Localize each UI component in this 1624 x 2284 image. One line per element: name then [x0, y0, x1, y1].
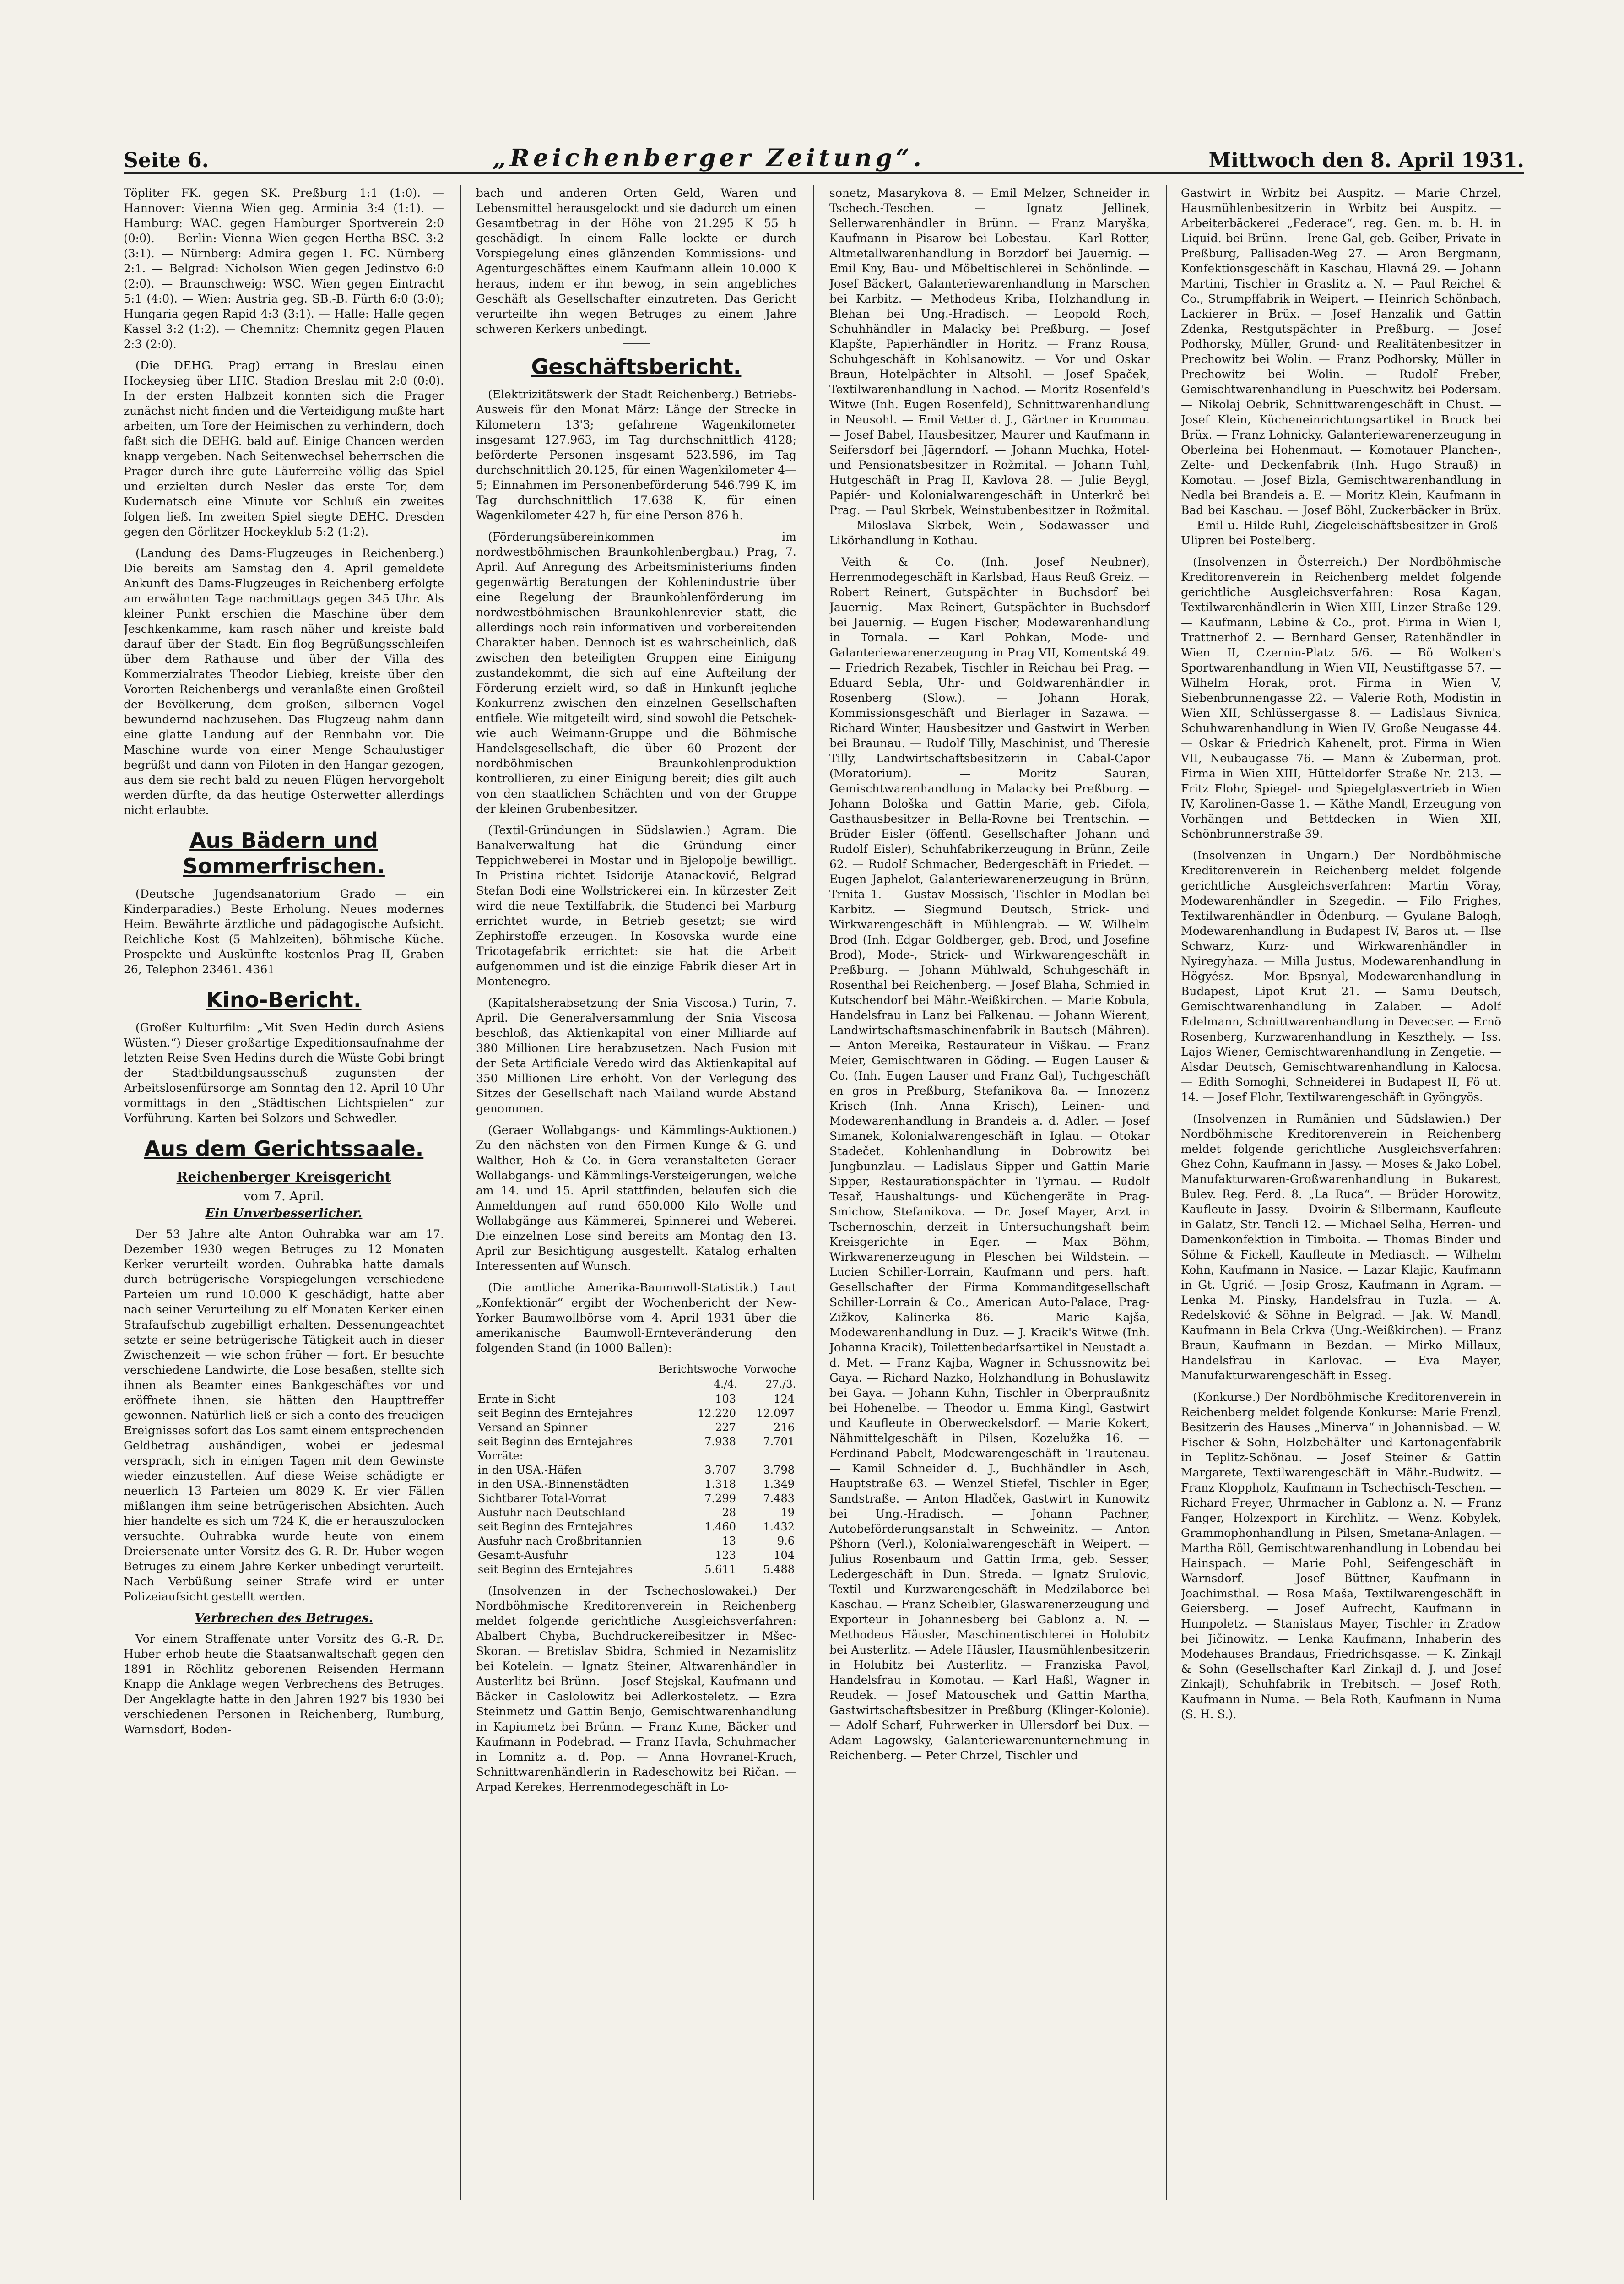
section-heading-gericht: Aus dem Gerichtssaale. — [144, 1136, 424, 1161]
table-row — [476, 1506, 796, 1520]
court-continued: bach und anderen Orten Geld, Waren und Lebensmittel herausgelockt und sie dadurch um einen Gesamtbetrag in der Höhe von 21.295 K 55 h geschädigt. In einem Falle lockte er durch Vorspiegelung eines glänzenden Kommissions- und Agenturgeschäftes einem Kaufmann allein 10.000 K heraus, indem er ihn bewog, in sein angebliches Geschäft als Gesellschafter einzutreten. Das Gericht verurteilte ihn wegen Betruges zu einem Jahre schweren Kerkers unbedingt. — [476, 186, 796, 336]
table-cell-value: 1.460 — [704, 1520, 736, 1533]
table-cell-value: 216 — [774, 1421, 795, 1434]
business-item: (Förderungsübereinkommen im nordwestböhmischen Braunkohlenbergbau.) Prag, 7. April. Auf Anregung des Arbeitsministeriums finden gegenwärtig Beratungen der Kohlenindustrie über eine Regelung der Braunkohlenförderung im nordwestböhmischen Braunkohlenrevier statt, die allerdings noch rein informativen und vorbereitenden Charakter haben. Dennoch ist es wahrscheinlich, daß zwischen den beteiligten Gruppen eine Einigung zustandekommt, die sich auf eine Aufteilung der Förderung erzielt wird, so daß in Hinkunft jegliche Konkurrenz zwischen den einzelnen Gesellschaften entfiele. Wie mitgeteilt wird, sind sowohl die Petschek- wie auch Weimann-Gruppe und die Böhmische Handelsgesellschaft, die über 60 Prozent der nordböhmischen Braunkohlenproduktion kontrollieren, zu einer Einigung bereit; dies gilt auch von den staatlichen Schächten und von der Gruppe der kleinen Grubenbesitzer. — [476, 530, 796, 815]
table-row — [476, 1548, 796, 1562]
table-cell-label: Sichtbarer Total-Vorrat — [478, 1492, 606, 1505]
business-item: (Die amtliche Amerika-Baumwoll-Statistik.) Laut „Konfektionär“ ergibt der Wochenbericht der New-Yorker Baumwollbörse vom 4. April 1931 über die amerikanische Baumwoll-Ernteveränderung den folgenden Stand (in 1000 Ballen): — [476, 1281, 796, 1355]
page-number: Seite 6. — [124, 149, 209, 172]
table-cell-value: 5.611 — [704, 1563, 736, 1576]
table-date-row — [476, 1377, 796, 1392]
insolvency-notice: (Insolvenzen in der Tschechoslowakei.) Der Nordböhmische Kreditorenverein in Reichenberg meldet folgende gerichtliche Ausgleichsverfahren: Abalbert Chyba, Buchdruckereibesitzer in Mšec-Skoran. — Bretislav Sbidra, Schmied in Nezamislitz bei Kotelein. — Ignatz Steiner, Altwarenhändler in Austerlitz bei Brünn. — Josef Stejskal, Kaufmann und Bäcker in Caslolowitz bei Adlerkosteletz. — Ezra Steinmetz und Gattin Benjo, Gemischtwarenhandlung in Kapiumetz bei Brünn. — Franz Kune, Bäcker und Kaufmann in Podebrad. — Franz Havla, Schuhmacher in Lomnitz a. d. Pop. — Anna Hovranel-Kruch, Schnittwarenhändlerin in Radeschowitz bei Ričan. — Arpad Kerekes, Herrenmodegeschäft in Lo- — [476, 1584, 796, 1794]
table-date: 27./3. — [765, 1378, 796, 1390]
table-cell-label: seit Beginn des Erntejahres — [478, 1435, 633, 1448]
table-row — [476, 1463, 796, 1477]
table-cell-value: 7.701 — [763, 1435, 795, 1448]
table-cell-value: 123 — [715, 1549, 736, 1562]
divider — [623, 343, 650, 344]
table-header-row — [476, 1362, 796, 1377]
insolvency-list: sonetz, Masarykova 8. — Emil Melzer, Schneider in Tschech.-Teschen. — Ignatz Jellinek, Sellerwarenhändler in Brünn. — Franz Maryška, Kaufmann in Pisarow bei Lobestau. — Karl Rotter, Altmetallwarenhandlung in Borzdorf bei Jauernig. — Emil Kny, Bau- und Möbeltischlerei in Schönlinde. — Josef Bäckert, Galanteriewarenhandlung in Marschen bei Karbitz. — Methodeus Kriba, Holzhandlung in Blehan bei Ung.-Hradisch. — Leopold Roch, Schuhhändler in Malacky bei Preßburg. — Josef Klapšte, Papierhändler in Horitz. — Franz Rousa, Schuhgeschäft in Kohlsanowitz. — Vor und Oskar Braun, Hotelpächter in Altsohl. — Josef Spaček, Textilwarenhandlung in Nachod. — Moritz Rosenfeld's Witwe (Inh. Eugen Rosenfeld), Schnittwarenhandlung in Neusohl. — Emil Vetter d. J., Gärtner in Krummau. — Josef Babel, Hausbesitzer, Maurer und Kaufmann in Seifersdorf bei Jägerndorf. — Johann Muchka, Hotel- und Pensionatsbesitzer in Rožmital. — Johann Tuhl, Hutgeschäft in Prag II, Kavlova 28. — Julie Beygl, Papiér- und Kolonialwarengeschäft in Unterkrč bei Prag. — Paul Skrbek, Weinstubenbesitzer in Rožmital. — Miloslava Skrbek, Wein-, Sodawasser- und Likörhandlung in Kothau. — [829, 186, 1150, 547]
court-report-2: Vor einem Straffenate unter Vorsitz des G.-R. Dr. Huber erhob heute die Staatsanwaltschaft gegen den 1891 in Röchlitz geborenen Reisenden Hermann Knapp die Anklage wegen Verbrechens des Betruges. Der Angeklagte hatte in den Jahren 1927 bis 1930 bei verschiedenen Personen in Reichenberg, Rumburg, Warnsdorf, Boden- — [124, 1632, 444, 1736]
table-cell-value: 7.938 — [704, 1435, 736, 1448]
kino-notice: (Großer Kulturfilm: „Mit Sven Hedin durch Asiens Wüsten.“) Dieser großartige Expeditionsaufnahme der letzten Reise Sven Hedins durch die Wüste Gobi bringt der Stadtbildungsausschuß zugunsten der Arbeitslosenfürsorge am Sonntag den 12. April 10 Uhr vormittags in den „Städtischen Lichtspielen“ zur Vorführung. Karten bei Solzors und Schwedler. — [124, 1021, 444, 1125]
table-row — [476, 1520, 796, 1534]
table-cell-value: 13 — [722, 1535, 736, 1547]
page-header — [124, 146, 1524, 174]
table-cell-label: Vorräte: — [478, 1449, 523, 1462]
table-cell-value: 104 — [774, 1549, 795, 1562]
table-cell-label: in den USA.-Binnenstädten — [478, 1478, 629, 1491]
table-header: Vorwoche — [743, 1363, 796, 1375]
table-cell-value: 103 — [715, 1393, 736, 1405]
issue-date: Mittwoch den 8. April 1931. — [1208, 149, 1524, 172]
insolvency-list: Veith & Co. (Inh. Josef Neubner), Herrenmodegeschäft in Karlsbad, Haus Reuß Greiz. — Robert Reinert, Gutspächter in Buchsdorf bei Jauernig. — Max Reinert, Gutspächter in Buchsdorf bei Jauernig. — Eugen Fischer, Modewarenhandlung in Tornala. — Karl Pohkan, Mode- und Galanteriewarenerzeugung in Prag VII, Komentská 49. — Friedrich Rezabek, Tischler in Reichau bei Prag. — Eduard Sebla, Uhr- und Goldwarenhändler in Rosenberg (Slow.). — Johann Horak, Kommissionsgeschäft und Bierlager in Sazawa. — Richard Winter, Hausbesitzer und Gastwirt in Werben bei Braunau. — Rudolf Tilly, Maschinist, und Theresie Tilly, Landwirtschaftsbesitzerin in Cabal-Capor (Moratorium). — Moritz Sauran, Gemischtwarenhandlung in Malacky bei Preßburg. — Johann Bološka und Gattin Marie, geb. Cifola, Gasthausbesitzer in Bella-Rovne bei Trentschin. — Brüder Eisler (öffentl. Gesellschafter Johann und Rudolf Eisler), Schuhfabrikerzeugung in Brünn, Zeile 62. — Rudolf Schmacher, Bedergeschäft in Friedet. — Eugen Japhelot, Galanteriewarenerzeugung in Brünn, Trnita 1. — Gustav Mossisch, Tischler in Modlan bei Karbitz. — Siegmund Deutsch, Strick- und Wirkwarengeschäft in Mühlengrab. — W. Wilhelm Brod (Inh. Edgar Goldberger, geb. Brod, und Josefine Brod), Mode-, Strick- und Wirkwarengeschäft in Preßburg. — Johann Mühlwald, Schuhgeschäft in Rosenthal bei Reichenberg. — Josef Blaha, Schmied in Kutschendorf bei Mähr.-Weißkirchen. — Marie Kobula, Handelsfrau in Lanz bei Falkenau. — Johann Wierent, Landwirtschaftsmaschinenfabrik in Bautsch (Mähren). — Anton Mereika, Restaurateur in Viškau. — Franz Meier, Gemischtwaren in Göding. — Eugen Lauser & Co. (Inh. Eugen Lauser und Franz Gal), Tuchgeschäft en gros in Preßburg, Stefanikova 8a. — Innozenz Krisch (Inh. Anna Krisch), Leinen- und Modewarenhandlung in Brandeis a. d. Adler. — Josef Simanek, Kolonialwarengeschäft in Iglau. — Otokar Stadečet, Kohlenhandlung in Dobrowitz bei Jungbunzlau. — Ladislaus Sipper und Gattin Marie Sipper, Restaurationspächter in Tyrnau. — Rudolf Tesař, Haushaltungs- und Küchengeräte in Prag-Smichow, Stefanikova. — Dr. Josef Mayer, Arzt in Tschernoschin, derzeit in Untersuchungshaft beim Kreisgerichte in Eger. — Max Böhm, Wirkwarenerzeugung in Pleschen bei Wildstein. — Lucien Schiller-Lorrain, Kaufmann und pers. haft. Gesellschafter der Firma Kommanditgesellschaft Schiller-Lorrain & Co., American Auto-Palace, Prag-Zižkov, Kalinerka 86. — Marie Kajša, Modewarenhandlung in Duz. — J. Kracik's Witwe (Inh. Johanna Kracik), Toilettenbedarfsartikel in Neustadt a. d. Met. — Franz Kajba, Wagner in Schussnowitz bei Gaya. — Richard Nazko, Holzhandlung in Bohuslawitz bei Gaya. — Johann Kuhn, Tischler in Oberpraußnitz bei Hohenelbe. — Theodor u. Emma Kingl, Gastwirt und Kaufleute in Oberweckelsdorf. — Marie Kokert, Nähmittelgeschäft in Pilsen, Kozelužka 16. — Ferdinand Pabelt, Modewarengeschäft in Trautenau. — Kamil Schneider d. J., Buchhändler in Asch, Hauptstraße 63. — Wenzel Stiefel, Tischler in Eger, Sandstraße. — Anton Hladček, Gastwirt in Kunowitz bei Ung.-Hradisch. — Johann Pachner, Autobeförderungsanstalt in Schweinitz. — Anton Pšhorn (Verl.), Kolonialwarengeschäft in Weipert. — Julius Rosenbaum und Gattin Irma, geb. Sesser, Ledergeschäft in Dun. Streda. — Ignatz Srulovic, Textil- und Kurzwarengeschäft in Medzilaborce bei Kaschau. — Franz Scheibler, Glaswarenerzeugung und Exporteur in Johannesberg bei Gablonz a. N. — Methodeus Häusler, Maschinentischlerei in Holubitz bei Austerlitz. — Adele Häusler, Hausmühlenbesitzerin in Holubitz bei Austerlitz. — Franziska Pavol, Handelsfrau in Komotau. — Karl Haßl, Wagner in Reudek. — Josef Matouschek und Gattin Martha, Gastwirtschaftsbesitzer in Preßburg (Klinger-Kolonie). — Adolf Scharf, Fuhrwerker in Ullersdorf bei Dux. — Adam Lagowsky, Galanteriewarenunternehmung in Reichenberg. — Peter Chrzel, Tischler und — [829, 555, 1150, 1762]
section-heading-baeder: Aus Bädern und Sommerfrischen. — [183, 828, 385, 879]
table-row — [476, 1492, 796, 1506]
court-date: vom 7. April. — [244, 1189, 324, 1204]
table-cell-label: Ausfuhr nach Großbritannien — [478, 1535, 642, 1547]
insolvency-romania: (Insolvenzen in Rumänien und Südslawien.) Der Nordböhmische Kreditorenverein in Reichenberg meldet folgende gerichtliche Ausgleichsverfahren: Ghez Cohn, Kaufmann in Jassy. — Moses & Jako Lobel, Manufakturwaren-Großwarenhandlung in Bukarest, Bulev. Reg. Ferd. 8. „La Ruca“. — Brüder Horowitz, Kaufleute in Jassy. — Dvoirin & Silbermann, Kaufleute in Galatz, Str. Tencli 12. — Michael Selha, Herren- und Damenkonfektion in Timboita. — Thomas Binder und Söhne & Fickell, Kaufleute in Mediasch. — Wilhelm Kohn, Kaufmann in Nasice. — Lazar Klajic, Kaufmann in Gt. Ugrić. — Josip Grosz, Kaufmann in Agram. — Lenka M. Pinsky, Handelsfrau in Tuzla. — A. Redelsković & Söhne in Belgrad. — Jak. W. Mandl, Kaufmann in Bela Crkva (Ung.-Weißkirchen). — Franz Braun, Kaufmann in Bezdan. — Mirko Millaux, Handelsfrau in Karlovac. — Eva Mayer, Manufakturwarengeschäft in Esseg. — [1181, 1112, 1501, 1382]
business-item: (Kapitalsherabsetzung der Snia Viscosa.) Turin, 7. April. Die Generalversammlung der Snia Viscosa beschloß, das Aktienkapital von einer Milliarde auf 380 Millionen Lire herabzusetzen. Nach Fusion mit der Seta Artificiale Veredo wird das Aktienkapital auf 350 Millionen Lire erhöht. Von der Verlegung des Sitzes der Gesellschaft nach Mailand wurde Abstand genommen. — [476, 996, 796, 1115]
table-row — [476, 1421, 796, 1435]
table-cell-value — [738, 1449, 796, 1463]
table-cell-value: 7.299 — [704, 1492, 736, 1505]
business-item: (Textil-Gründungen in Südslawien.) Agram. Die Banalverwaltung hat die Gründung einer Teppichweberei in Mostar und in Bjelopolje bewilligt. In Pristina richtet Isidorije Atanacković, Belgrad Stefan Bodi eine Wollstrickerei ein. In kürzester Zeit wird die neue Textilfabrik, die Studenci bei Marburg errichtet wurde, in Betrieb gesetzt; sie wird Zephirstoffe erzeugen. In Kosovska wurde eine Tricotagefabrik errichtet: sie hat die Arbeit aufgenommen und ist die einzige Fabrik dieser Art in Montenegro. — [476, 824, 796, 988]
table-cell-value: 19 — [780, 1506, 795, 1519]
court-subheading: Ein Unverbesserlicher. — [205, 1206, 363, 1221]
insolvency-list: Gastwirt in Wrbitz bei Auspitz. — Marie Chrzel, Hausmühlenbesitzerin in Wrbitz bei Auspitz. — Arbeiterbäckerei „Federace“, reg. Gen. m. b. H. in Liquid. bei Brünn. — Irene Gal, geb. Geiber, Private in Preßburg, Pallisaden-Weg 27. — Aron Bergmann, Konfektionsgeschäft in Kaschau, Hlavná 29. — Johann Martini, Tischler in Graslitz a. N. — Paul Reichel & Co., Strumpffabrik in Weipert. — Heinrich Schönbach, Lackierer in Brüx. — Josef Hanzalik und Gattin Zdenka, Restgutspächter in Preßburg. — Josef Podhorsky, Müller, Grund- und Realitätenbesitzer in Prechowitz bei Wolin. — Franz Podhorsky, Müller in Prechowitz bei Wolin. — Rudolf Freber, Gemischtwarenhandlung in Pueschwitz bei Podersam. — Nikolaj Oebrik, Schnittwarengeschäft in Chust. — Josef Klein, Kücheneinrichtungsartikel in Bruck bei Brüx. — Franz Lohnicky, Galanteriewarenerzeugung in Oberleina bei Hohenmaut. — Komotauer Planchen-, Zelte- und Deckenfabrik (Inh. Hugo Strauß) in Komotau. — Josef Bizla, Gemischtwarenhandlung in Nedla bei Brandeis a. E. — Moritz Klein, Kaufmann in Bad bei Kaschau. — Josef Böhl, Zuckerbäcker in Brüx. — Emil u. Hilde Ruhl, Ziegeleischäftsbesitzer in Groß-Ulipren bei Postelberg. — [1181, 186, 1501, 547]
court-subheading-2: Verbrechen des Betruges. — [194, 1611, 374, 1625]
table-cell-label: seit Beginn des Erntejahres — [478, 1407, 633, 1420]
table-cell-value: 3.707 — [704, 1464, 736, 1476]
table-cell-label: in den USA.-Häfen — [478, 1464, 582, 1476]
column-rule — [813, 185, 814, 2200]
table-cell-value: 1.349 — [763, 1478, 795, 1491]
table-cell-value: 9.6 — [777, 1535, 795, 1547]
table-cell-label: seit Beginn des Erntejahres — [478, 1563, 633, 1576]
section-heading-kino: Kino-Bericht. — [206, 987, 362, 1012]
business-item: (Elektrizitätswerk der Stadt Reichenberg.) Betriebs-Ausweis für den Monat März: Länge der Strecke in Kilometern 13'3; gefahrene Wagenkilometer insgesamt 127.963, im Tag durchschnittlich 4128; beförderte Personen insgesamt 523.596, im Tag durchschnittlich 20.125, für einen Wagenkilometer 4—5; Einnahmen im Personenbeförderung 546.799 K, im Tag durchschnittlich 17.638 K, für einen Wagenkilometer 427 h, für eine Person 876 h. — [476, 388, 796, 522]
table-cell-value: 3.798 — [763, 1464, 795, 1476]
table-cell-label: Gesamt-Ausfuhr — [478, 1549, 568, 1562]
table-cell-value: 7.483 — [763, 1492, 795, 1505]
table-cell-value: 1.318 — [704, 1478, 736, 1491]
table-cell-value: 28 — [722, 1506, 736, 1519]
column-4 — [1181, 185, 1501, 2209]
table-cell-label: seit Beginn des Erntejahres — [478, 1520, 633, 1533]
table-cell-value: 12.220 — [698, 1407, 736, 1420]
cotton-table — [476, 1362, 796, 1577]
column-rule — [1166, 185, 1167, 2200]
table-cell-label: Versand an Spinner — [478, 1421, 588, 1434]
court-report: Der 53 Jahre alte Anton Ouhrabka war am 17. Dezember 1930 wegen Betruges zu 12 Monaten Kerker verurteilt worden. Ouhrabka hatte damals durch betrügerische Vorspiegelungen verschiedene Parteien um rund 10.000 K geschädigt, hatte aber nach seiner Verurteilung zu elf Monaten Kerker einen Strafaufschub zugebilligt erhalten. Dessenungeachtet setzte er seine betrügerische Tätigkeit auch in dieser Zwischenzeit — wie schon früher — fort. Er besuchte verschiedene Landwirte, die Lose besaßen, stellte sich ihnen als Beamter eines Bankgeschäftes vor und eröffnete ihnen, sie hätten den Haupttreffer gewonnen. Natürlich ließ er sich a conto des freudigen Ereignisses sofort das Los samt einem entsprechenden Geldbetrag aushändigen, wobei er jedesmal versprach, sich in einigen Tagen mit dem Gewinste wieder einzustellen. Auf diese Weise schädigte er neuerlich 13 Parteien um 8029 K. Er vier Fällen mißlangen ihm seine betrügerischen Absichten. Auch hier handelte es sich um 724 K, die er herauszulocken versuchte. Ouhrabka wurde heute von einem Dreiersenate unter Vorsitz des G.-R. Dr. Huber wegen Betruges zu einem Jahre Kerker unbedingt verurteilt. Nach Verbüßung seiner Strafe wird er unter Polizeiaufsicht gestellt werden. — [124, 1227, 444, 1603]
table-cell-value: 5.488 — [763, 1563, 795, 1576]
table-header: Berichtswoche — [658, 1363, 737, 1375]
section-heading-geschaeft: Geschäftsbericht. — [531, 354, 742, 379]
table-row — [476, 1435, 796, 1449]
table-cell-label: Ernte in Sicht — [478, 1393, 556, 1405]
column-1 — [124, 185, 444, 2209]
hockey-report: (Die DEHG. Prag) errang in Breslau einen Hockeysieg über LHC. Stadion Breslau mit 2:0 (0:0). In der ersten Halbzeit konnten sich die Prager zunächst nicht finden und die Verteidigung mußte hart arbeiten, um Tore der Heimischen zu verhindern, doch faßt sich die DEHG. bald auf. Einige Chancen werden knapp vergeben. Nach Seitenwechsel beherrschen die Prager durch ihre gute Läuferreihe völlig das Spiel und erzielten durch Nesler das erste Tor, dem Kudernatsch eine Minute vor Schluß ein zweites folgen ließ. Im zweiten Spiel siegte DEHC. Dresden gegen den Görlitzer Hockeyklub 5:2 (1:2). — [124, 359, 444, 538]
table-date — [476, 1377, 658, 1392]
baeder-notice: (Deutsche Jugendsanatorium Grado — ein Kinderparadies.) Beste Erholung. Neues modernes Heim. Bewährte ärztliche und pädagogische Aufsicht. Reichliche Kost (5 Mahlzeiten), böhmische Küche. Prospekte und Auskünfte kostenlos Prag II, Graben 26, Telephon 23461. 4361 — [124, 887, 444, 976]
flight-report: (Landung des Dams-Flugzeuges in Reichenberg.) Die bereits am Samstag den 4. April gemeldete Ankunft des Dams-Flugzeuges in Reichenberg erfolgte am erwähnten Tage nachmittags gegen 345 Uhr. Als kleiner Punkt erschien die Maschine über dem Jeschkenkamme, kam rasch näher und kreiste bald darauf über der Stadt. Ein flog Begrüßungsschleifen über dem Rathause und über der Villa des Kommerzialrates Theodor Liebieg, kreiste über den Vororten Reichenbergs und veranlaßte einen Großteil der Bevölkerung, dem großen, silbernen Vogel bewundernd nachzusehen. Das Flugzeug nahm dann eine glatte Landung auf der Rennbahn vor. Die Maschine wurde von einer Menge Schaulustiger begrüßt und dann von Piloten in den Hangar gezogen, aus dem sie recht bald zu neuen Flügen hervorgeholt werden dürfte, da das heutige Osterwetter allerdings nicht erlaubte. — [124, 547, 444, 817]
table-cell-value: 12.097 — [756, 1407, 795, 1420]
column-3 — [829, 185, 1150, 2209]
table-row — [476, 1477, 796, 1492]
table-row — [476, 1562, 796, 1577]
insolvency-austria: (Insolvenzen in Österreich.) Der Nordböhmische Kreditorenverein in Reichenberg meldet folgende gerichtliche Ausgleichsverfahren: Rosa Kagan, Textilwarenhändlerin in Wien XIII, Linzer Straße 129. — Kaufmann, Lebine & Co., prot. Firma in Wien I, Trattnerhof 2. — Bernhard Genser, Ratenhändler in Wien II, Czernin-Platz 5/6. — Bö Wolken's Sportwarenhandlung in Wien VII, Neustiftgasse 57. — Wilhelm Horak, prot. Firma in Wien V, Siebenbrunnengasse 22. — Valerie Roth, Modistin in Wien XII, Schlüssergasse 8. — Ladislaus Sivnica, Schuhwarenhandlung in Wien IV, Große Neugasse 44. — Oskar & Friedrich Kahenelt, prot. Firma in Wien VII, Neubaugasse 76. — Mann & Zuberman, prot. Firma in Wien XIII, Hütteldorfer Straße Nr. 213. — Fritz Flohr, Spiegel- und Spiegelglasvertrieb in Wien IV, Karolinen-Gasse 1. — Käthe Mandl, Erzeugung von Vorhängen und Bettdecken in Wien XII, Schönbrunnerstraße 39. — [1181, 555, 1501, 841]
table-row — [476, 1449, 796, 1463]
table-row — [476, 1534, 796, 1548]
table-cell-value: 1.432 — [763, 1520, 795, 1533]
sport-results: Töpliter FK. gegen SK. Preßburg 1:1 (1:0). — Hannover: Vienna Wien geg. Arminia 3:4 (1:1). — Hamburg: WAC. gegen Hamburger Sportverein 2:0 (0:0). — Berlin: Vienna Wien gegen Hertha BSC. 3:2 (3:1). — Nürnberg: Admira gegen 1. FC. Nürnberg 2:1. — Belgrad: Nicholson Wien gegen Jedinstvo 6:0 (2:0). — Braunschweig: WSC. Wien gegen Eintracht 5:1 (4:0). — Wien: Austria geg. SB.-B. Fürth 6:0 (3:0); Hungaria gegen Rapid 4:3 (3:1). — Halle: Halle gegen Kassel 3:2 (1:2). — Chemnitz: Chemnitz gegen Plauen 2:3 (2:0). — [124, 186, 444, 351]
column-rule — [460, 185, 461, 2200]
court-heading: Reichenberger Kreisgericht — [176, 1169, 391, 1185]
table-row — [476, 1406, 796, 1421]
table-cell-value — [658, 1449, 738, 1463]
table-header — [476, 1362, 658, 1377]
table-row — [476, 1392, 796, 1406]
bankruptcies: (Konkurse.) Der Nordböhmische Kreditorenverein in Reichenberg meldet folgende Konkurse: Marie Frenzl, Besitzerin des Hauses „Minerva“ in Johannisbad. — W. Fischer & Sohn, Holzbehälter- und Kartonagenfabrik in Teplitz-Schönau. — Josef Steiner & Gattin Margarete, Textilwarengeschäft in Mähr.-Budwitz. — Franz Kloppholz, Kaufmann in Tschechisch-Teschen. — Richard Freyer, Uhrmacher in Gablonz a. N. — Franz Fanger, Holzexport in Kirchlitz. — Wenz. Kobylek, Grammophonhandlung in Pilsen, Smetana-Anlagen. — Martha Röll, Gemischtwarenhandlung in Lobendau bei Hainspach. — Marie Pohl, Seifengeschäft in Warnsdorf. — Josef Büttner, Kaufmann in Joachimsthal. — Rosa Maša, Textilwarengeschäft in Geiersberg. — Josef Aufrecht, Kaufmann in Humpoletz. — Stanislaus Mayer, Tischler in Zradow bei Jičinowitz. — Lenka Kaufmann, Inhaberin des Modehauses Brandaus, Friedrichsgasse. — K. Zinkajl & Sohn (Gesellschafter Karl Zinkajl d. J. und Josef Zinkajl), Schuhfabrik in Trebitsch. — Josef Roth, Kaufmann in Numa. — Bela Roth, Kaufmann in Numa (S. H. S.). — [1181, 1390, 1501, 1721]
table-cell-value: 227 — [715, 1421, 736, 1434]
table-cell-value: 124 — [774, 1393, 795, 1405]
masthead: „Reichenberger Zeitung“. — [492, 144, 925, 172]
table-date: 4./4. — [714, 1378, 737, 1390]
business-item: (Geraer Wollabgangs- und Kämmlings-Auktionen.) Zu den nächsten von den Firmen Kunge & G. und Walther, Hoh & Co. in Gera veranstalteten Geraer Wollabgangs- und Kämmlings-Versteigerungen, welche am 14. und 15. April stattfinden, belaufen sich die Anmeldungen auf rund 650.000 Kilo Wolle und Wollabgänge aus Kämmerei, Spinnerei und Weberei. Die einzelnen Lose sind bereits am Montag den 13. April zur Besichtigung ausgestellt. Katalog erhalten Interessenten auf Wunsch. — [476, 1123, 796, 1273]
insolvency-hungary: (Insolvenzen in Ungarn.) Der Nordböhmische Kreditorenverein in Reichenberg meldet folgende gerichtliche Ausgleichsverfahren: Martin Vöray, Modewarenhändler in Szegedin. — Filo Frighes, Textilwarenhändler in Ödenburg. — Gyulane Balogh, Modewarenhandlung in Budapest IV, Baros ut. — Ilse Schwarz, Kurz- und Wirkwarenhändler in Nyiregyhaza. — Milla Justus, Modewarenhandlung in Högyész. — Mor. Bpsnyal, Modewarenhandlung in Budapest, Lipot Krut 21. — Samu Deutsch, Gemischtwarenhandlung in Zalaber. — Adolf Edelmann, Schnittwarenhandlung in Devecser. — Ernö Rosenberg, Kurzwarenhandlung in Keszthely. — Iss. Lajos Wiener, Gemischtwarenhandlung in Zengetie. — Alsdar Deutsch, Gemischtwarenhandlung in Kalocsa. — Edith Somoghi, Schneiderei in Budapest II, Fö ut. 14. — Josef Flohr, Textilwarengeschäft in Gyöngyös. — [1181, 849, 1501, 1104]
column-2 — [476, 185, 796, 2209]
table-cell-label: Ausfuhr nach Deutschland — [478, 1506, 626, 1519]
